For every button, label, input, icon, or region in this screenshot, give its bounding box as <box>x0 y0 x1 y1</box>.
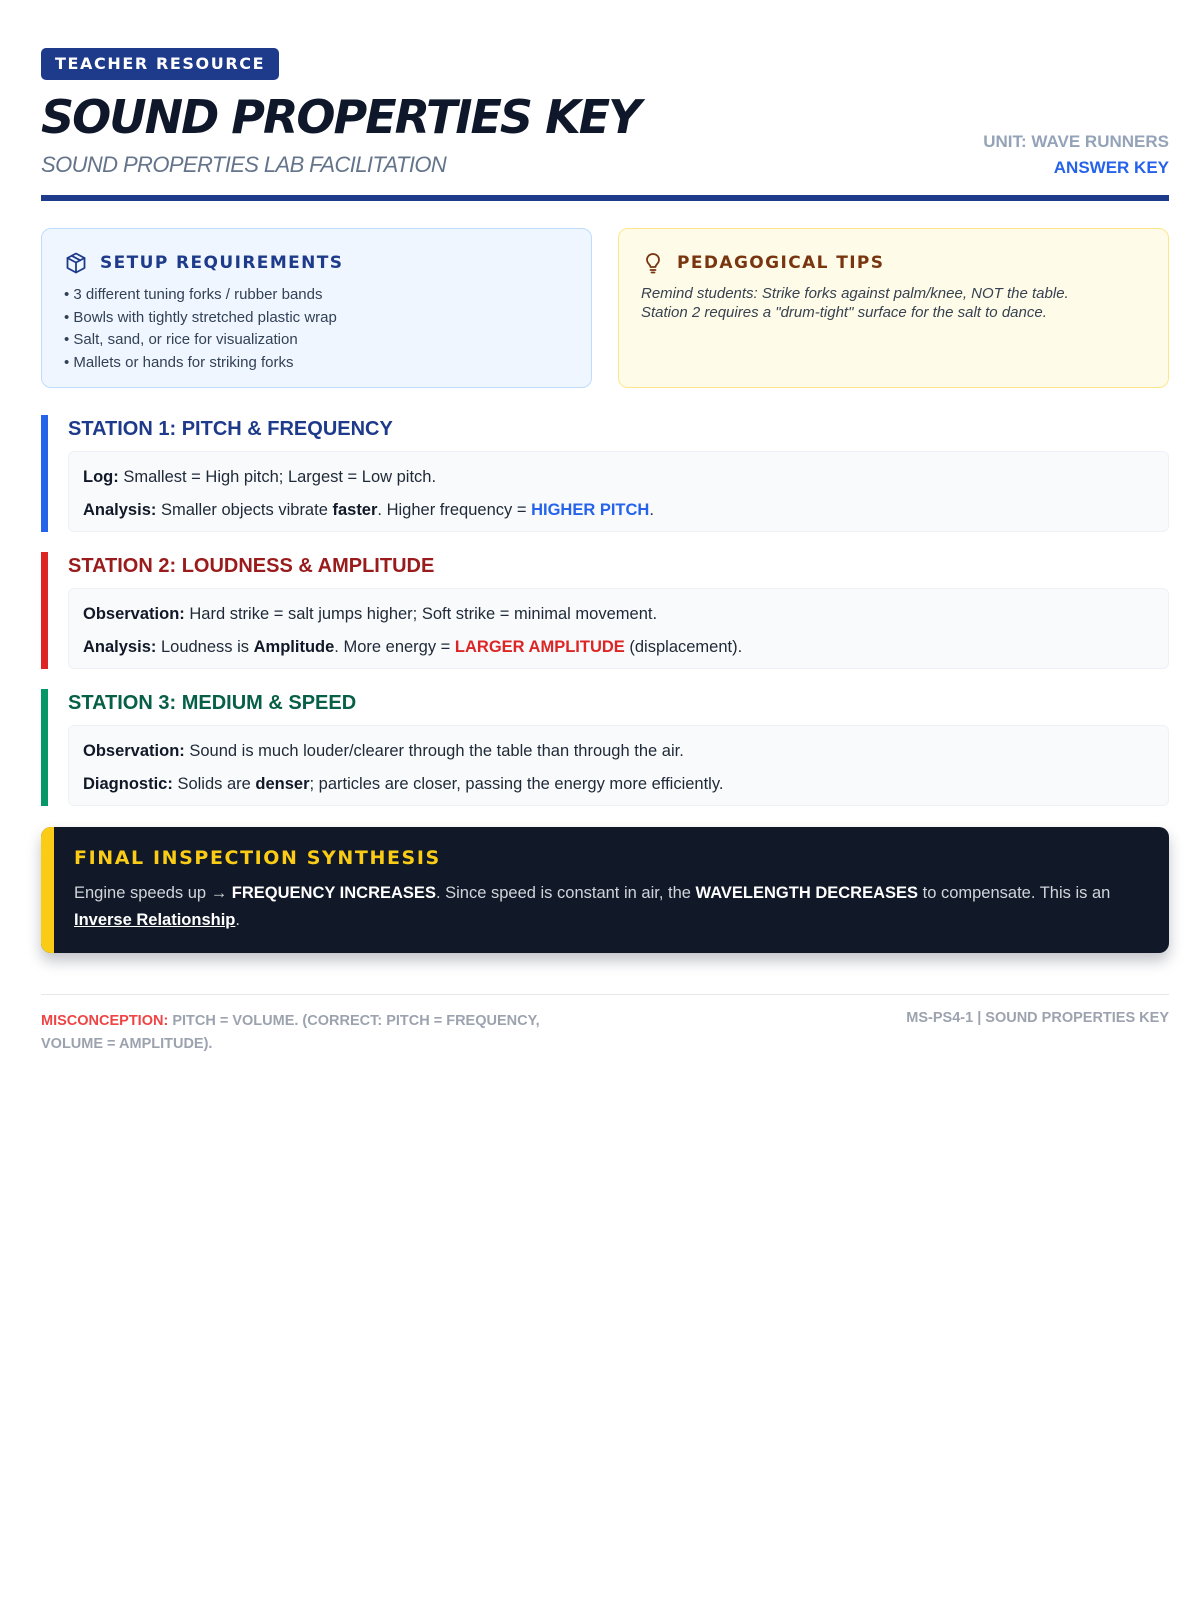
station-row: Log: Smallest = High pitch; Largest = Low pitch. <box>83 468 437 486</box>
answer-key-label: ANSWER KEY <box>1053 158 1169 177</box>
inverse-relationship-term: Inverse Relationship <box>74 911 236 929</box>
pedagogical-tips-card <box>618 228 1169 388</box>
answer-key-page <box>41 48 1169 1054</box>
station-accent-bar <box>41 415 48 532</box>
list-item: • Salt, sand, or rice for visualization <box>64 329 569 352</box>
station-title: STATION 2: LOUDNESS & AMPLITUDE <box>68 555 435 577</box>
setup-list <box>64 284 569 374</box>
station-accent-bar <box>41 689 48 806</box>
info-cards <box>41 228 1169 388</box>
station-answer-box <box>68 451 1169 532</box>
station-title: STATION 3: MEDIUM & SPEED <box>68 692 357 714</box>
page-header <box>41 48 1169 202</box>
final-synthesis-box <box>41 827 1169 953</box>
list-item: • Bowls with tightly stretched plastic wrap <box>64 307 569 330</box>
list-item: • 3 different tuning forks / rubber bands <box>64 284 569 307</box>
station-accent-bar <box>41 552 48 669</box>
tips-text <box>641 284 1146 322</box>
setup-title: SETUP REQUIREMENTS <box>100 253 344 273</box>
station-title: STATION 1: PITCH & FREQUENCY <box>68 418 393 440</box>
page-footer <box>41 994 1169 1054</box>
synthesis-accent-bar <box>41 827 54 953</box>
page-title: SOUND PROPERTIES KEY <box>41 90 640 144</box>
station-3 <box>41 689 1169 806</box>
teacher-resource-badge: TEACHER RESOURCE <box>41 48 279 80</box>
highlight-text: HIGHER PITCH <box>531 501 650 519</box>
station-answer-box <box>68 725 1169 806</box>
station-row: Analysis: Loudness is Amplitude. More energy = LARGER AMPLITUDE (displacement). <box>83 638 743 656</box>
list-item: • Mallets or hands for striking forks <box>64 352 569 375</box>
tips-title: PEDAGOGICAL TIPS <box>677 253 885 273</box>
tip-line: Station 2 requires a "drum-tight" surface for the salt to dance. <box>641 304 1047 321</box>
station-row: Observation: Hard strike = salt jumps higher; Soft strike = minimal movement. <box>83 605 658 623</box>
synthesis-title: FINAL INSPECTION SYNTHESIS <box>74 847 441 869</box>
standard-code: MS-PS4-1 | SOUND PROPERTIES KEY <box>906 1010 1169 1026</box>
station-1 <box>41 415 1169 532</box>
highlight-text: LARGER AMPLITUDE <box>454 638 625 656</box>
lightbulb-icon <box>641 251 665 275</box>
tip-line: Remind students: Strike forks against palm/knee, NOT the table. <box>641 285 1069 302</box>
misconception-label: MISCONCEPTION: <box>41 1013 169 1029</box>
setup-requirements-card <box>41 228 592 388</box>
misconception-note <box>41 1010 581 1056</box>
station-answer-box <box>68 588 1169 669</box>
page-subtitle: SOUND PROPERTIES LAB FACILITATION <box>41 152 447 177</box>
header-divider <box>41 195 1169 201</box>
synthesis-text: Engine speeds up → FREQUENCY INCREASES. Since speed is constant in air, the WAVELENGTH DECREASES to compensate. This is an Inverse Relationship. <box>74 884 1111 929</box>
cube-icon <box>64 251 88 275</box>
station-row: Diagnostic: Solids are denser; particles are closer, passing the energy more efficiently. <box>83 775 724 793</box>
station-row: Observation: Sound is much louder/clearer through the table than through the air. <box>83 742 684 760</box>
station-row: Analysis: Smaller objects vibrate faster. Higher frequency = HIGHER PITCH. <box>83 501 654 519</box>
misconception-text: PITCH = VOLUME. (CORRECT: PITCH = FREQUENCY, VOLUME = AMPLITUDE). <box>41 1013 540 1052</box>
unit-label: UNIT: WAVE RUNNERS <box>983 132 1169 151</box>
station-2 <box>41 552 1169 669</box>
